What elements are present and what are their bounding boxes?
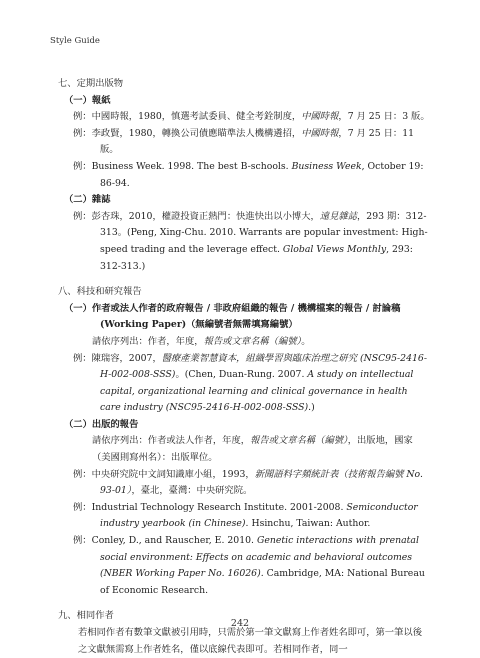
subsection-title: （二）出版的報告 bbox=[64, 418, 139, 430]
section-title: 九、相同作者 bbox=[58, 610, 114, 622]
section-title: 七、定期出版物 bbox=[58, 78, 124, 89]
example-entry: 例：Business Week. 1998. The best B-schools. Business Week, October 19: 86-94. bbox=[73, 160, 424, 189]
subsection-title: （一）作者或法人作者的政府報告 / 非政府組織的報告 / 機構檔案的報告 / 討論稿 (Working Paper)（無編號者無需填寫編號） bbox=[64, 302, 401, 331]
subsection-title: （一）報紙 bbox=[64, 94, 111, 106]
running-head: Style Guide bbox=[50, 36, 100, 46]
example-entry: 例：陳瑞容，2007，醫療產業智慧資本，組織學習與臨床治理之研究 (NSC95-2416-H-002-008-SSS)。(Chen, Duan-Rung. 2007. A study on intellectual capital, organizational learning and clinical governance in health care industry (NSC95-2416-H-002-008-SSS).) bbox=[73, 352, 427, 414]
example-entry: 例：Conley, D., and Rauscher, E. 2010. Genetic interactions with prenatal social environment: Effects on academic and behavioral outcomes (NBER Working Paper No. 16026). Cambridge, MA: National Bureau of Economic Research. bbox=[73, 535, 425, 596]
page-number: 242 bbox=[230, 618, 250, 629]
body-paragraph: 若相同作者有數筆文獻被引用時，只需於第一筆文獻寫上作者姓名即可，第一筆以後之文獻無需寫上作者姓名，僅以底線代表即可。若相同作者，同一 bbox=[78, 627, 422, 655]
page-body bbox=[58, 76, 430, 658]
example-entry: 例：中國時報，1980，慎選考試委員、健全考銓制度，中國時報，7 月 25 日：3 版。 bbox=[73, 111, 430, 123]
section-title: 八、科技和研究報告 bbox=[58, 286, 142, 298]
instruction-text: 請依序列出：作者，年度，報告或文章名稱（編號）。 bbox=[92, 335, 311, 347]
example-entry: 例：彭杏珠，2010，權證投資正熱門：快進快出以小博大，遠見雜誌，293 期：312-313。(Peng, Xing-Chu. 2010. Warrants are popular investment: High-speed trading and the leverage effect. Global Views Monthly, 293: 312-313.) bbox=[73, 210, 428, 272]
subsection-title: （二）雜誌 bbox=[64, 194, 111, 206]
example-entry: 例：Industrial Technology Research Institute. 2001-2008. Semiconductor industry yearbook (in Chinese). Hsinchu, Taiwan: Author. bbox=[73, 501, 418, 530]
example-entry: 例：中央研究院中文詞知識庫小組，1993，新聞語料字頻統計表（技術報告編號 No. 93-01），臺北，臺灣：中央研究院。 bbox=[73, 468, 423, 497]
example-entry: 例：李政賢，1980，轉換公司債應瞄準法人機構遴招，中國時報，7 月 25 日：11 版。 bbox=[73, 127, 415, 156]
instruction-text: 請依序列出：作者或法人作者，年度，報告或文章名稱（編號），出版地，國家（美國則寫州名）：出版單位。 bbox=[92, 435, 413, 464]
